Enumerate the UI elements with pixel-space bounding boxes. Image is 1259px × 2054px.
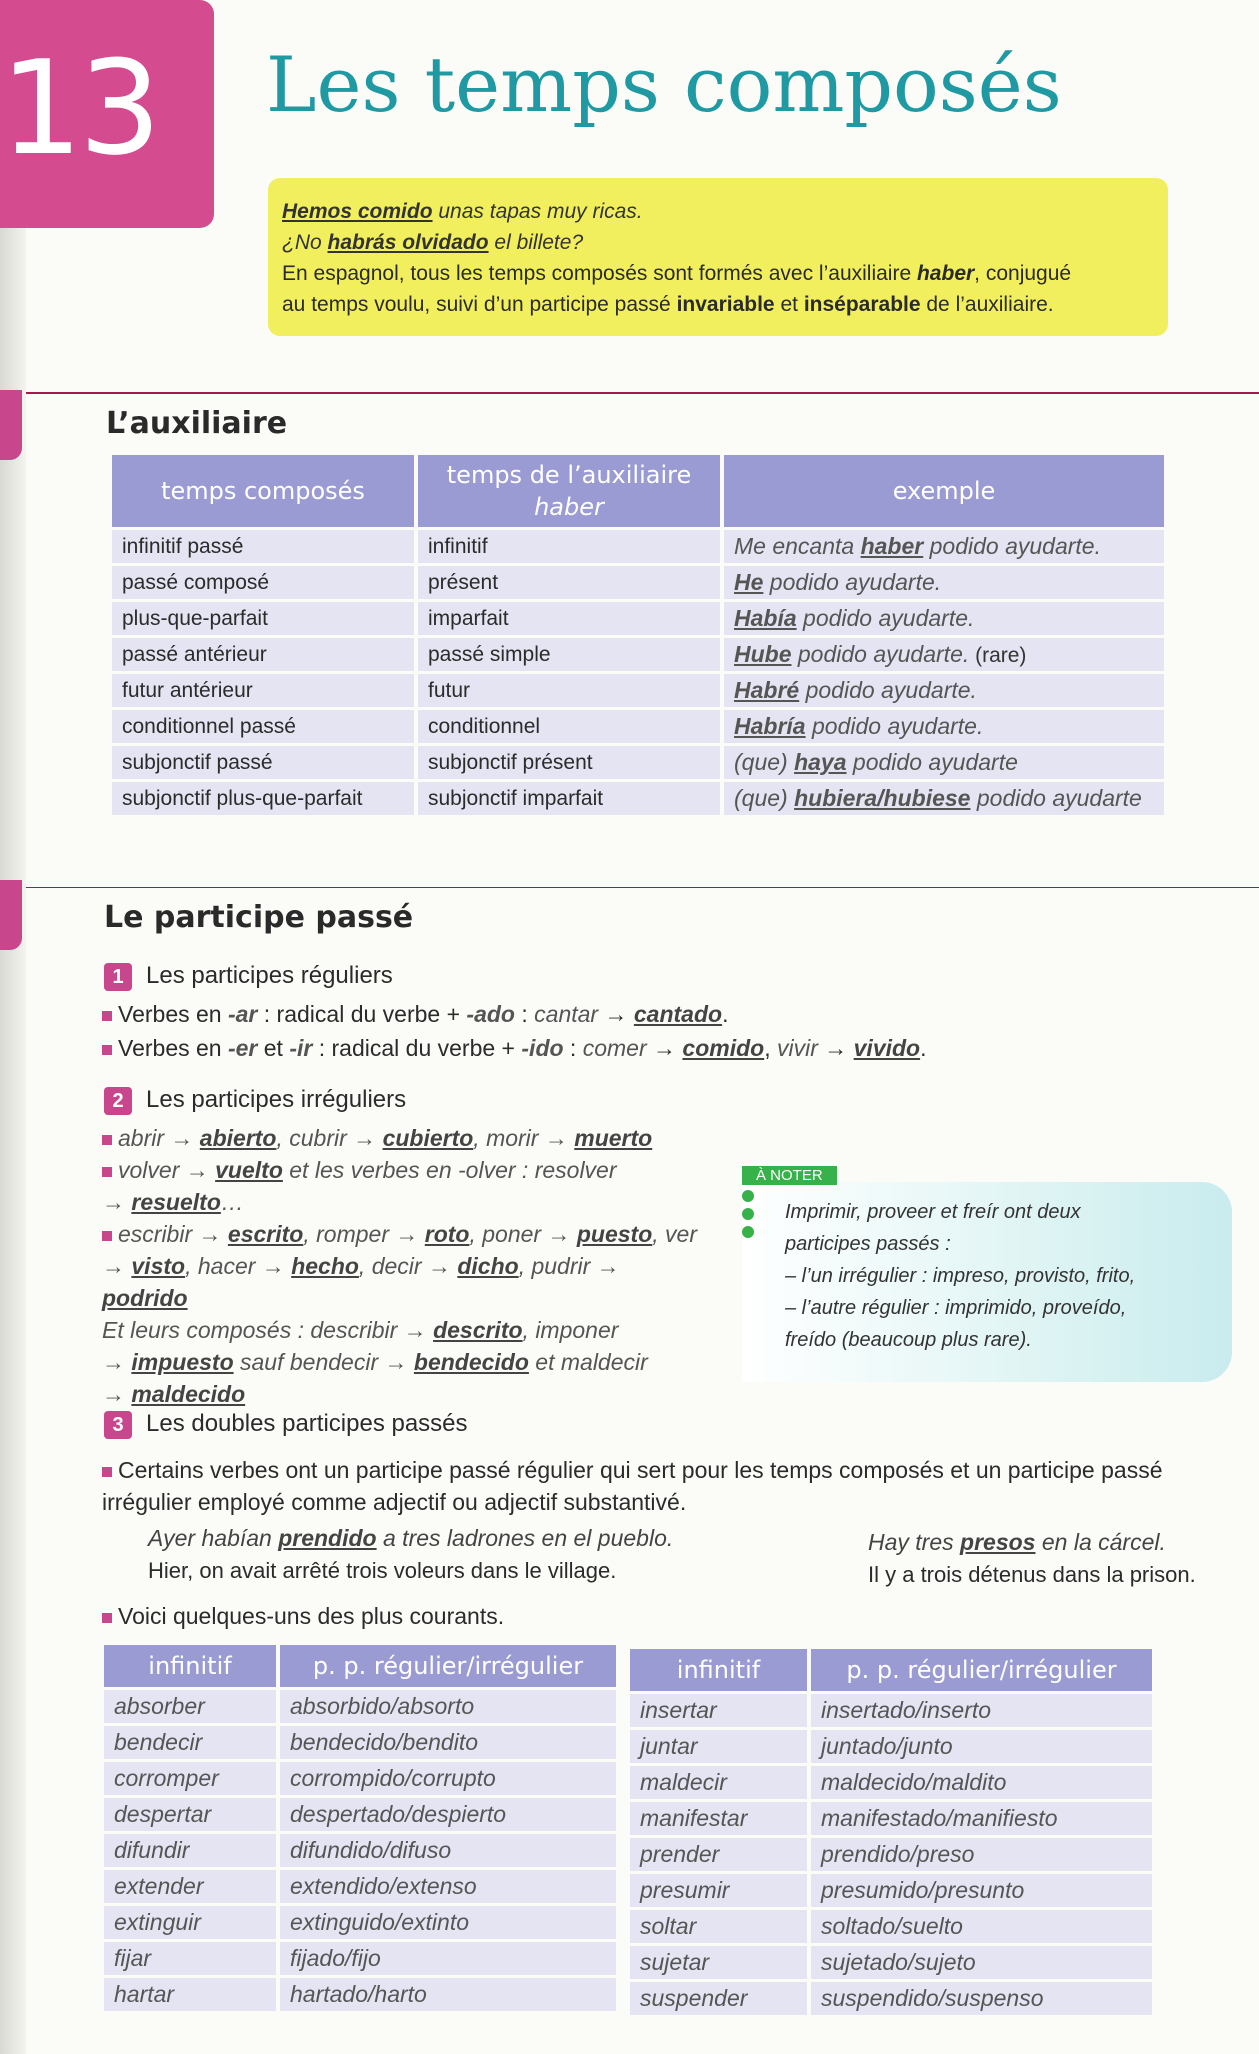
table-row [630,1766,1152,1799]
example-text: podido ayudarte. [923,533,1101,559]
table-row [104,1942,616,1975]
tense-cell: passé composé [112,566,414,599]
example-es: a tres ladrones en el pueblo. [376,1525,674,1551]
table-row [104,1834,616,1867]
col-header-auxiliaire [418,455,720,527]
irregular-line [102,1186,702,1218]
rule-text: Verbes en [118,1035,228,1061]
participle-cell: difundido/difuso [280,1834,616,1867]
table-row [104,1690,616,1723]
col-header-infinitif: infinitif [630,1649,807,1691]
example-cell [724,638,1164,671]
participle-cell: manifestado/manifiesto [811,1802,1152,1835]
intro-bold: inséparable [803,293,921,316]
irregular-text: Et leurs composés : describir → descrito, imponer [102,1317,619,1343]
example-es: Hay tres [868,1529,961,1555]
intro-text: au temps voulu, suivi d’un participe passé [282,293,677,316]
infinitive-cell: absorber [104,1690,276,1723]
irregular-line [102,1346,702,1378]
irregular-text: → resuelto… [102,1189,244,1215]
example-cell [724,602,1164,635]
double-example-1 [148,1522,673,1587]
section-divider [26,887,1259,888]
aux-cell: imparfait [418,602,720,635]
infinitive-cell: extender [104,1870,276,1903]
participle-cell: absorbido/absorto [280,1690,616,1723]
intro-text: de l’auxiliaire. [920,293,1054,316]
intro-text: et [774,293,804,316]
rule-participle: comido [682,1035,765,1061]
intro-text: unas tapas muy ricas. [432,200,643,223]
table-row [112,710,1164,743]
section-heading-auxiliaire: L’auxiliaire [106,406,288,441]
irregular-text: → visto, hacer → hecho, decir → dicho, pudrir → podrido [102,1253,620,1311]
example-fr: Hier, on avait arrêté trois voleurs dans le village. [148,1558,617,1583]
bullet-icon [102,1135,112,1145]
subsection-title: Les participes réguliers [146,962,393,989]
col-header-haber: haber [534,493,604,521]
infinitive-cell: sujetar [630,1946,807,1979]
participle-cell: maldecido/maldito [811,1766,1152,1799]
intro-bold: invariable [676,293,775,316]
rule-ending: -ido [521,1035,564,1061]
infinitive-cell: prender [630,1838,807,1871]
table-row [112,746,1164,779]
rule-text: et [257,1035,290,1061]
example-text: Me encanta [734,533,861,559]
page-title: Les temps composés [266,40,1062,129]
rule-ending: -ar [227,1001,258,1027]
table-row [104,1870,616,1903]
double-text: Certains verbes ont un participe passé régulier qui sert pour les temps composés et un participe passé [118,1457,1163,1483]
double-example-2 [868,1526,1196,1591]
example-aux: haber [860,533,924,559]
tense-cell: subjonctif passé [112,746,414,779]
double-intro [102,1454,1242,1518]
infinitive-cell: corromper [104,1762,276,1795]
rule-ending: -ado [466,1001,515,1027]
col-header-exemple: exemple [724,455,1164,527]
example-cell [724,782,1164,815]
col-header-infinitif: infinitif [104,1645,276,1687]
participle-cell: juntado/junto [811,1730,1152,1763]
tense-cell: futur antérieur [112,674,414,707]
table-row [112,530,1164,563]
regular-rule-er-ir [102,1032,927,1064]
rule-text: Verbes en [118,1001,228,1027]
note-line: Imprimir, proveer et freír ont deux [785,1201,1081,1223]
subsection-number: 1 [104,963,132,991]
example-participle: presos [960,1529,1036,1555]
col-header-temps: temps composés [112,455,414,527]
example-text: (que) [734,785,795,811]
double-table-left [100,1642,620,2014]
example-es: en la cárcel. [1035,1529,1166,1555]
infinitive-cell: difundir [104,1834,276,1867]
infinitive-cell: suspender [630,1982,807,2015]
irregular-text: volver → vuelto et les verbes en -olver : resolver [118,1157,617,1183]
rule-verb: cantar [534,1001,599,1027]
table-row [630,1730,1152,1763]
table-row [112,638,1164,671]
tense-cell: infinitif passé [112,530,414,563]
example-aux: Hube [734,641,792,667]
tense-cell: plus-que-parfait [112,602,414,635]
subsection-number: 3 [104,1411,132,1439]
section-heading-participe: Le participe passé [104,900,414,935]
tense-cell: conditionnel passé [112,710,414,743]
participle-cell: corrompido/corrupto [280,1762,616,1795]
example-note: (rare) [969,644,1027,667]
note-line: – l’un irrégulier : impreso, provisto, frito, [785,1265,1136,1287]
chapter-badge [0,0,214,228]
participle-cell: suspendido/suspenso [811,1982,1152,2015]
table-row [630,1694,1152,1727]
section-divider [26,392,1259,394]
aux-cell: subjonctif présent [418,746,720,779]
example-aux: hubiera/hubiese [794,785,971,811]
example-cell [724,674,1164,707]
note-text [785,1196,1205,1356]
infinitive-cell: juntar [630,1730,807,1763]
page-binding [0,0,26,2054]
table-row [104,1762,616,1795]
table-row [630,1838,1152,1871]
arrow-icon: → [653,1035,677,1061]
aux-cell: passé simple [418,638,720,671]
infinitive-cell: fijar [104,1942,276,1975]
table-row [630,1874,1152,1907]
irregular-line [102,1122,702,1154]
table-row [112,566,1164,599]
double-table-right [626,1646,1156,2018]
irregular-text: → impuesto sauf bendecir → bendecido et maldecir [102,1349,648,1375]
participle-cell: bendecido/bendito [280,1726,616,1759]
participle-cell: despertado/despierto [280,1798,616,1831]
rule-text: : [514,1001,535,1027]
subsection-double [104,1410,468,1439]
subsection-irregular [104,1086,406,1115]
table-row [112,602,1164,635]
infinitive-cell: hartar [104,1978,276,2011]
intro-text: En espagnol, tous les temps composés sont formés avec l’auxiliaire [282,262,917,285]
bullet-icon [102,1613,112,1623]
col-header-pp: p. p. régulier/irrégulier [280,1645,616,1687]
intro-example-verb: habrás olvidado [327,231,489,254]
example-text: podido ayudarte. [805,713,984,739]
intro-text: el billete? [488,231,584,254]
example-cell [724,530,1164,563]
rule-participle: cantado [633,1001,723,1027]
table-row [104,1726,616,1759]
example-cell [724,566,1164,599]
example-text: (que) [734,749,795,775]
aux-cell: infinitif [418,530,720,563]
arrow-icon: → [824,1035,848,1061]
intro-box [268,178,1168,336]
margin-tab [0,390,22,460]
irregular-list [102,1122,702,1410]
intro-example-verb: Hemos comido [282,200,433,223]
irregular-text: escribir → escrito, romper → roto, poner → puesto, ver [118,1221,697,1247]
infinitive-cell: maldecir [630,1766,807,1799]
aux-cell: conditionnel [418,710,720,743]
example-text: podido ayudarte. [763,569,942,595]
rule-text: . [920,1035,927,1061]
participle-cell: insertado/inserto [811,1694,1152,1727]
tense-cell: subjonctif plus-que-parfait [112,782,414,815]
voici-text: Voici quelques-uns des plus courants. [118,1603,505,1629]
participle-cell: prendido/preso [811,1838,1152,1871]
bullet-icon [102,1045,112,1055]
participle-cell: soltado/suelto [811,1910,1152,1943]
rule-text: . [722,1001,729,1027]
example-text: podido ayudarte. [799,677,977,703]
infinitive-cell: presumir [630,1874,807,1907]
table-row [630,1946,1152,1979]
table-row [104,1978,616,2011]
arrow-icon: → [604,1001,628,1027]
participle-cell: extendido/extenso [280,1870,616,1903]
note-tag: À NOTER [742,1166,837,1185]
infinitive-cell: despertar [104,1798,276,1831]
rule-text: : [563,1035,583,1061]
regular-rule-ar [102,998,728,1030]
infinitive-cell: bendecir [104,1726,276,1759]
infinitive-cell: manifestar [630,1802,807,1835]
voici-line [102,1600,504,1632]
example-cell [724,710,1164,743]
bullet-icon [102,1231,112,1241]
aux-cell: futur [418,674,720,707]
example-aux: Habría [734,713,806,739]
aux-cell: présent [418,566,720,599]
infinitive-cell: soltar [630,1910,807,1943]
participle-cell: sujetado/sujeto [811,1946,1152,1979]
participle-cell: hartado/harto [280,1978,616,2011]
subsection-title: Les participes irréguliers [146,1086,407,1113]
rule-ending: -ir [289,1035,313,1061]
table-row [630,1982,1152,2015]
rule-text: , [764,1035,777,1061]
note-line: participes passés : [785,1233,951,1255]
col-header-text: temps de l’auxiliaire [446,461,692,489]
auxiliary-table [108,452,1168,818]
note-dots-icon [742,1190,754,1244]
example-aux: Habré [734,677,800,703]
table-row [112,782,1164,815]
subsection-number: 2 [104,1087,132,1115]
irregular-line [102,1378,702,1410]
double-text: irrégulier employé comme adjectif ou adjectif substantivé. [102,1489,687,1515]
irregular-line [102,1154,702,1186]
margin-tab [0,880,22,950]
example-text: podido ayudarte. [796,605,975,631]
participle-cell: presumido/presunto [811,1874,1152,1907]
irregular-line [102,1314,702,1346]
chapter-number: 13 [0,32,158,184]
example-aux: Había [734,605,797,631]
example-aux: haya [794,749,847,775]
example-cell [724,746,1164,779]
rule-participle: vivido [853,1035,921,1061]
participle-cell: fijado/fijo [280,1942,616,1975]
rule-verb: vivir [776,1035,818,1061]
irregular-line [102,1250,702,1314]
irregular-line [102,1218,702,1250]
table-row [112,674,1164,707]
subsection-regular [104,962,393,991]
example-text: podido ayudarte. [791,641,970,667]
irregular-text: abrir → abierto, cubrir → cubierto, morir → muerto [118,1125,653,1151]
table-row [104,1906,616,1939]
example-aux: He [734,569,764,595]
irregular-text: → maldecido [102,1381,246,1407]
example-text: podido ayudarte [970,785,1142,811]
rule-text: : radical du verbe + [312,1035,522,1061]
infinitive-cell: insertar [630,1694,807,1727]
bullet-icon [102,1467,112,1477]
example-text: podido ayudarte [846,749,1018,775]
table-row [104,1798,616,1831]
rule-verb: comer [582,1035,647,1061]
example-participle: prendido [278,1525,377,1551]
rule-text: : radical du verbe + [257,1001,467,1027]
table-row [630,1802,1152,1835]
bullet-icon [102,1011,112,1021]
table-row [630,1910,1152,1943]
intro-text: , conjugué [974,262,1072,285]
bullet-icon [102,1167,112,1177]
aux-cell: subjonctif imparfait [418,782,720,815]
tense-cell: passé antérieur [112,638,414,671]
rule-ending: -er [227,1035,258,1061]
example-fr: Il y a trois détenus dans la prison. [868,1562,1196,1587]
subsection-title: Les doubles participes passés [146,1410,468,1437]
example-es: Ayer habían [148,1525,279,1551]
note-line: freído (beaucoup plus rare). [785,1329,1032,1351]
participle-cell: extinguido/extinto [280,1906,616,1939]
col-header-pp: p. p. régulier/irrégulier [811,1649,1152,1691]
intro-bold: haber [916,262,975,285]
infinitive-cell: extinguir [104,1906,276,1939]
note-line: – l’autre régulier : imprimido, proveído, [785,1297,1127,1319]
intro-text: ¿No [282,231,328,254]
